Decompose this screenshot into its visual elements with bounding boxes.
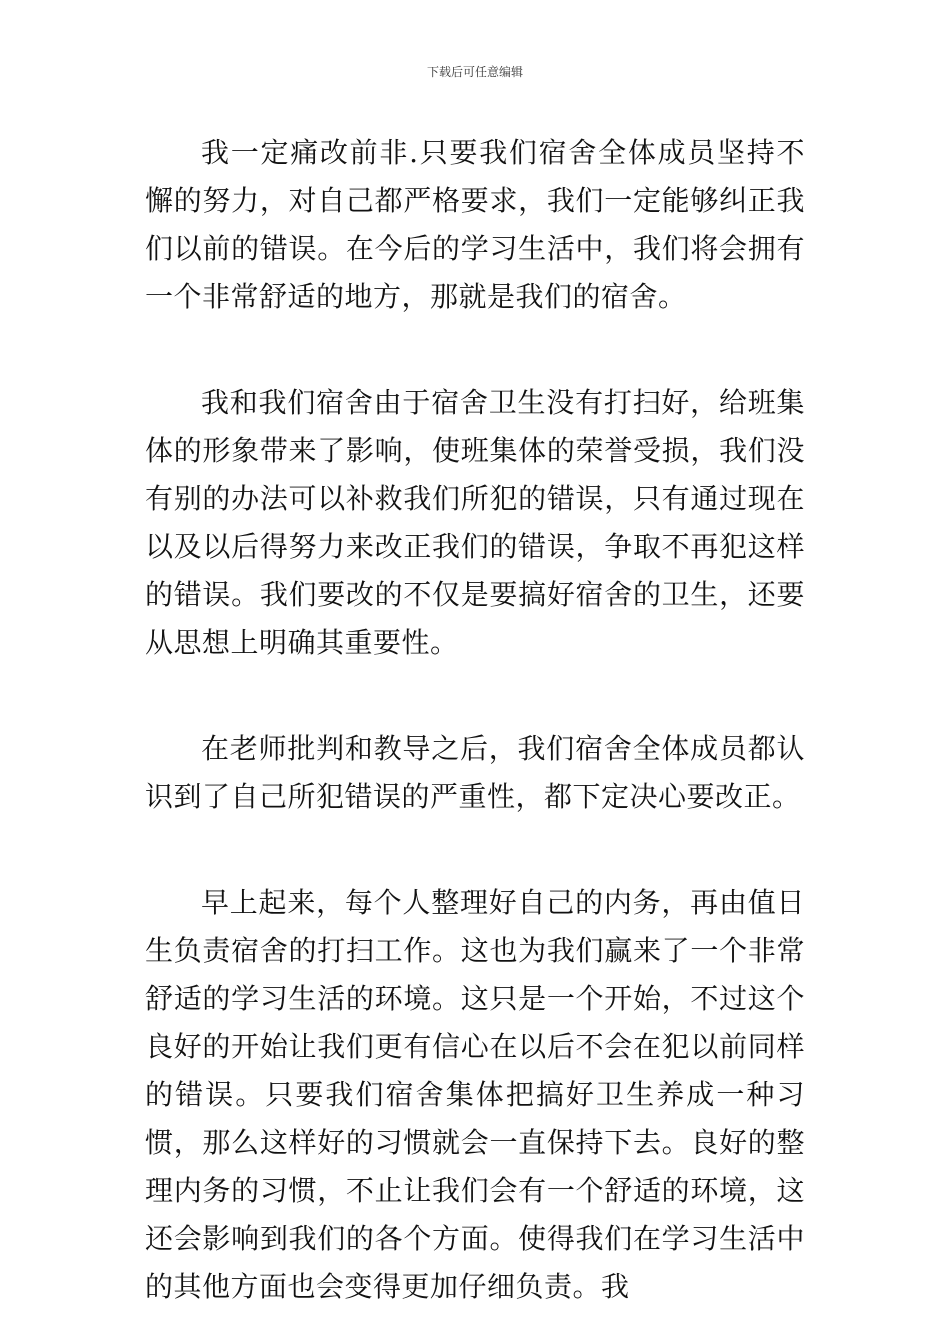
- paragraph-3: 在老师批判和教导之后，我们宿舍全体成员都认识到了自己所犯错误的严重性，都下定决心要改正。: [145, 732, 805, 813]
- paragraph-4: 早上起来，每个人整理好自己的内务，再由值日生负责宿舍的打扫工作。这也为我们赢来了一个非常舒适的学习生活的环境。这只是一个开始，不过这个良好的开始让我们更有信心在以后不会在犯以前同样的错误。只要我们宿舍集体把搞好卫生养成一种习惯，那么这样好的习惯就会一直保持下去。良好的整理内务的习惯，不止让我们会有一个舒适的环境，这还会影响到我们的各个方面。使得我们在学习生活中的其他方面也会变得更加仔细负责。我: [145, 886, 805, 1303]
- document-body: [145, 129, 805, 1311]
- paragraph-2: 我和我们宿舍由于宿舍卫生没有打扫好，给班集体的形象带来了影响，使班集体的荣誉受损，我们没有别的办法可以补救我们所犯的错误，只有通过现在以及以后得努力来改正我们的错误，争取不再犯这样的错误。我们要改的不仅是要搞好宿舍的卫生，还要从思想上明确其重要性。: [145, 386, 805, 659]
- paragraph-1: 我一定痛改前非.只要我们宿舍全体成员坚持不懈的努力，对自己都严格要求，我们一定能够纠正我们以前的错误。在今后的学习生活中，我们将会拥有一个非常舒适的地方，那就是我们的宿舍。: [145, 136, 805, 313]
- page-header-note: 下载后可任意编辑: [426, 65, 523, 79]
